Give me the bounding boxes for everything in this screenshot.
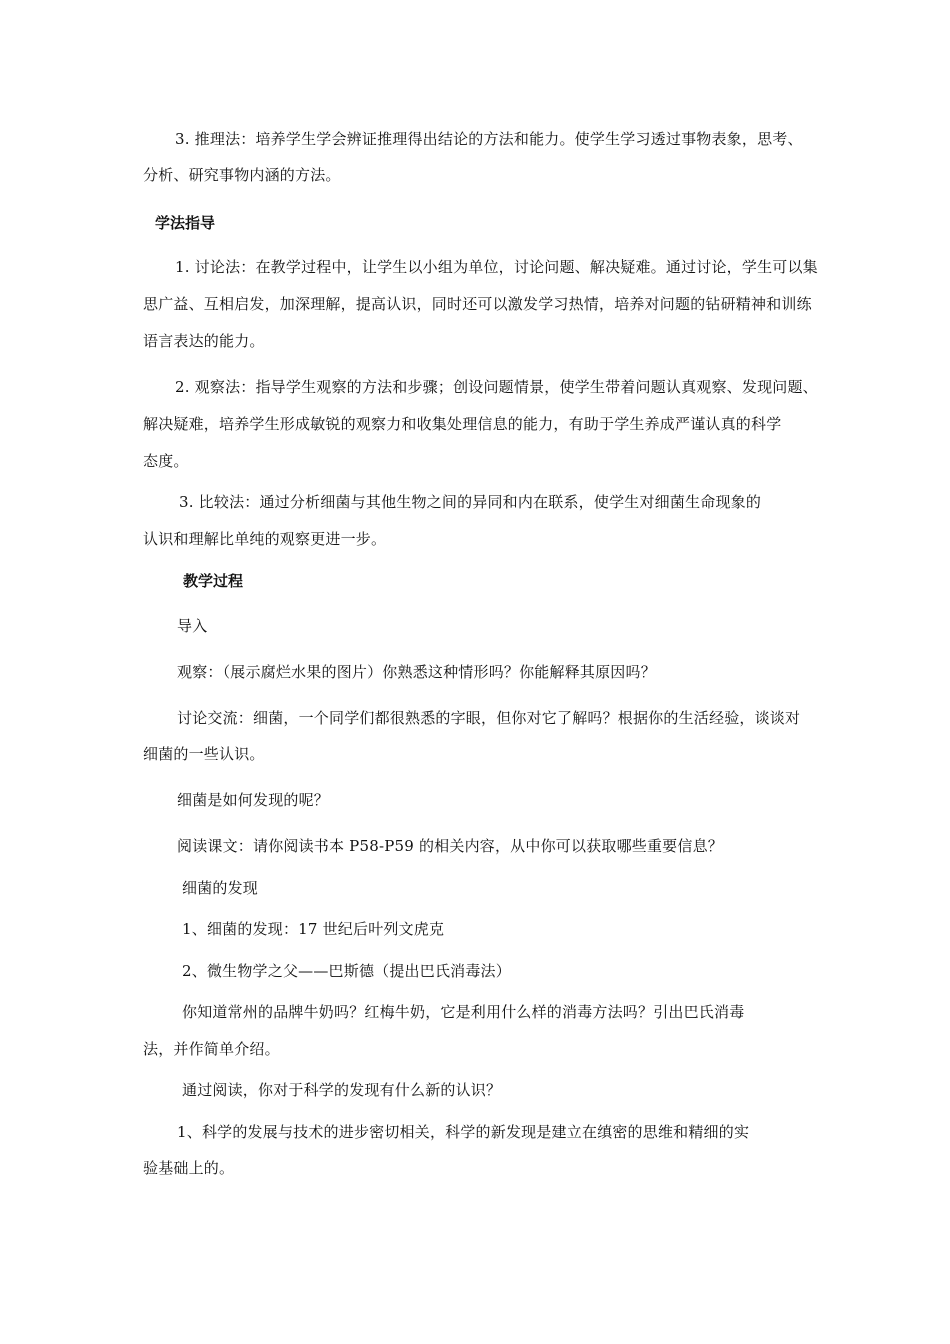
paragraph-tuilifa-line-1: 3. 推理法：培养学生学会辨证推理得出结论的方法和能力。使学生学习透过事物表象，思考、 (175, 130, 803, 148)
text-guancha: 观察：（展示腐烂水果的图片）你熟悉这种情形吗？你能解释其原因吗？ (177, 663, 656, 681)
text-xijun-faxian-question: 细菌是如何发现的呢？ (177, 791, 330, 809)
paragraph-kexue-fazhan-line-1: 1、科学的发展与技术的进步密切相关，科学的新发现是建立在缜密的思维和精细的实 (177, 1123, 750, 1141)
paragraph-guanchafa-line-3: 态度。 (143, 452, 189, 470)
list-item-1: 1、细菌的发现：17 世纪后叶列文虎克 (182, 920, 445, 938)
text-kexue-renshi-question: 通过阅读，你对于科学的发现有什么新的认识？ (182, 1081, 502, 1099)
paragraph-taolunfa-line-2: 思广益、互相启发，加深理解，提高认识，同时还可以激发学习热情，培养对问题的钻研精神和训练 (143, 295, 812, 313)
paragraph-guanchafa-line-2: 解决疑难，培养学生形成敏锐的观察力和收集处理信息的能力，有助于学生养成严谨认真的科学 (143, 415, 782, 433)
list-item-2: 2、微生物学之父——巴斯德（提出巴氏消毒法） (182, 962, 511, 980)
paragraph-guanchafa-line-1: 2. 观察法：指导学生观察的方法和步骤；创设问题情景，使学生带着问题认真观察、发现问题、 (175, 378, 818, 396)
paragraph-bijiaofa-line-1: 3. 比较法：通过分析细菌与其他生物之间的异同和内在联系，使学生对细菌生命现象的 (179, 493, 762, 511)
paragraph-taolun-jiaoliu-line-2: 细菌的一些认识。 (143, 745, 265, 763)
paragraph-tuilifa-line-2: 分析、研究事物内涵的方法。 (143, 166, 341, 184)
paragraph-bijiaofa-line-2: 认识和理解比单纯的观察更进一步。 (143, 530, 387, 548)
paragraph-taolun-jiaoliu-line-1: 讨论交流：细菌，一个同学们都很熟悉的字眼，但你对它了解吗？根据你的生活经验，谈谈对 (177, 709, 801, 727)
paragraph-niunai-line-1: 你知道常州的品牌牛奶吗？红梅牛奶，它是利用什么样的消毒方法吗？引出巴氏消毒 (182, 1003, 745, 1021)
text-xijun-faxian-title: 细菌的发现 (182, 879, 259, 897)
paragraph-taolunfa-line-1: 1. 讨论法：在教学过程中，让学生以小组为单位，讨论问题、解决疑难。通过讨论，学生可以集 (175, 258, 818, 276)
heading-xuefa-zhidao: 学法指导 (155, 214, 216, 232)
paragraph-kexue-fazhan-line-2: 验基础上的。 (143, 1159, 235, 1177)
text-yuedu-kewen: 阅读课文：请你阅读书本 P58-P59 的相关内容，从中你可以获取哪些重要信息？ (177, 837, 723, 855)
paragraph-taolunfa-line-3: 语言表达的能力。 (143, 332, 265, 350)
text-daoru: 导入 (177, 617, 208, 635)
heading-jiaoxue-guocheng: 教学过程 (183, 572, 244, 590)
paragraph-niunai-line-2: 法，并作简单介绍。 (143, 1040, 280, 1058)
